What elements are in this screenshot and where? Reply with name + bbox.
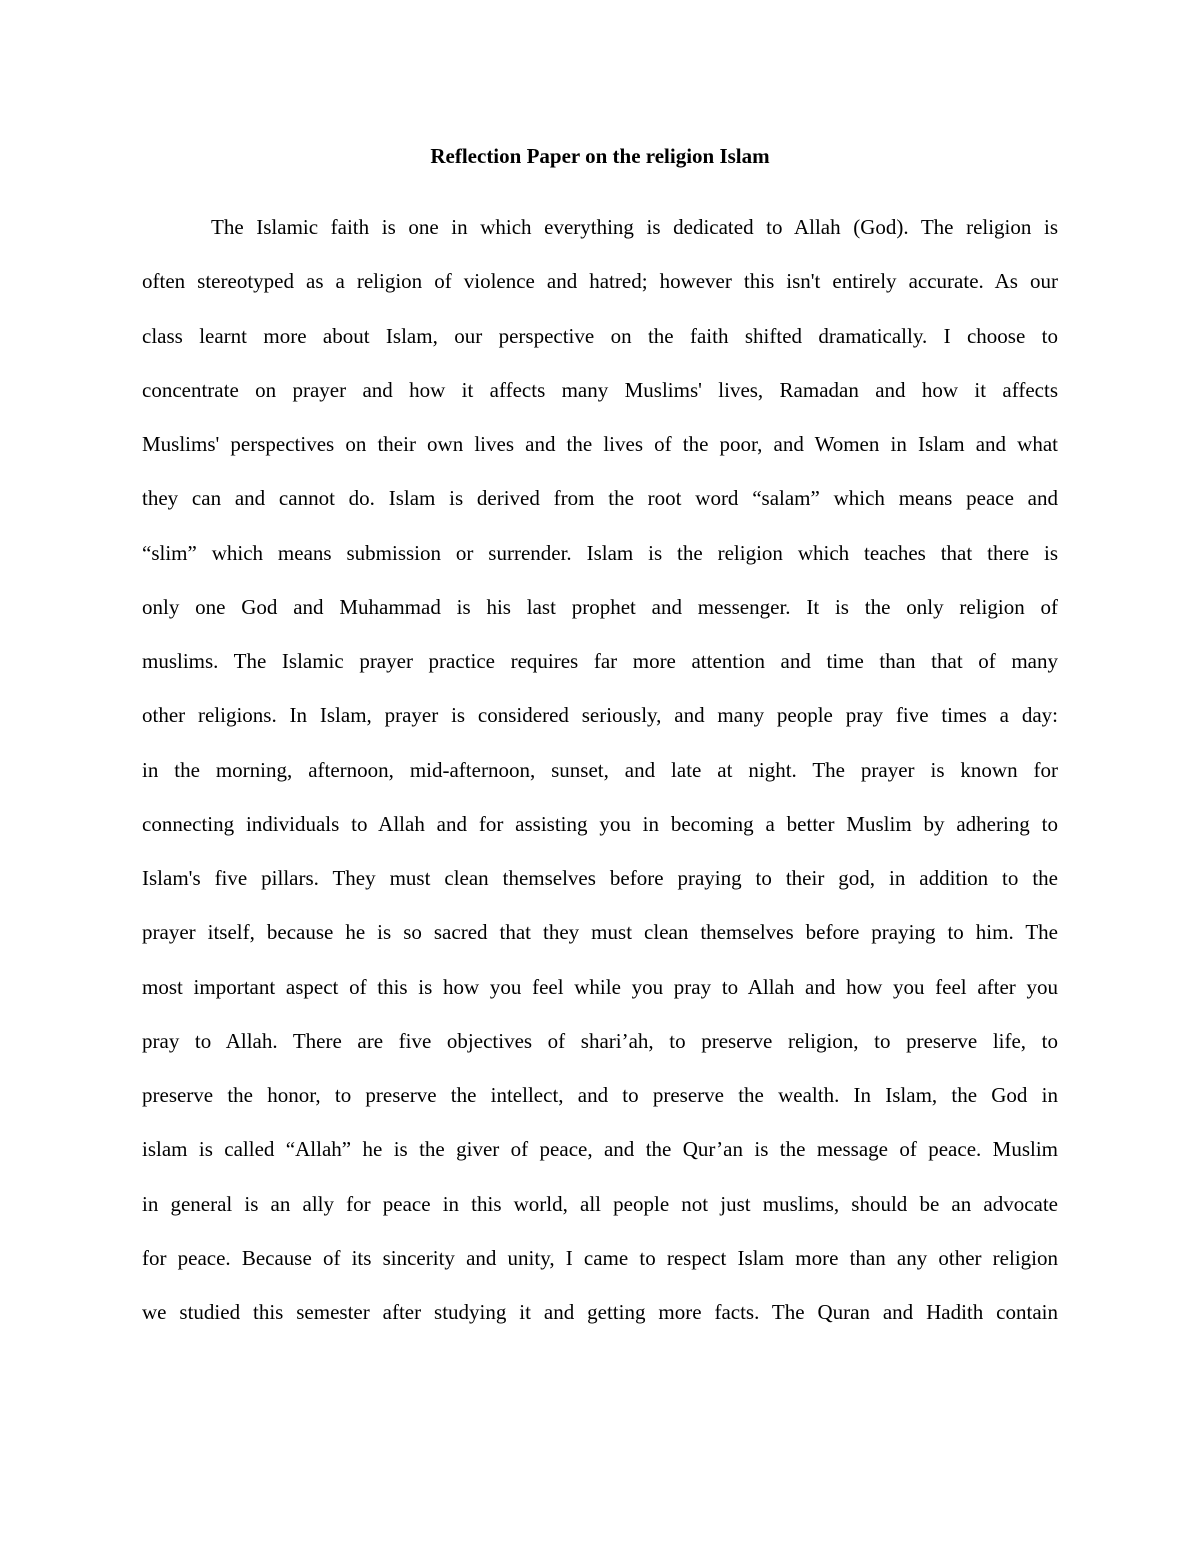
paragraph-line: prayer itself, because he is so sacred that they must clean themselves before praying to him. The (142, 920, 1058, 945)
paragraph-line: “slim” which means submission or surrender. Islam is the religion which teaches that there is (142, 540, 1058, 565)
body-paragraph (142, 212, 1058, 1351)
paragraph-line: they can and cannot do. Islam is derived from the root word “salam” which means peace and (142, 486, 1058, 511)
paragraph-line: most important aspect of this is how you feel while you pray to Allah and how you feel after you (142, 974, 1058, 999)
paragraph-line: in general is an ally for peace in this world, all people not just muslims, should be an advocate (142, 1191, 1058, 1216)
paragraph-line: we studied this semester after studying it and getting more facts. The Quran and Hadith contain (142, 1300, 1058, 1324)
paragraph-line: in the morning, afternoon, mid-afternoon, sunset, and late at night. The prayer is known for (142, 757, 1058, 782)
paragraph-line: class learnt more about Islam, our perspective on the faith shifted dramatically. I choose to (142, 323, 1058, 348)
paragraph-line: islam is called “Allah” he is the giver of peace, and the Qur’an is the message of peace. Muslim (142, 1137, 1058, 1162)
paragraph-line: connecting individuals to Allah and for assisting you in becoming a better Muslim by adhering to (142, 811, 1058, 836)
paragraph-line: preserve the honor, to preserve the intellect, and to preserve the wealth. In Islam, the God in (142, 1083, 1058, 1107)
paragraph-line: pray to Allah. There are five objectives of shari’ah, to preserve religion, to preserve life, to (142, 1028, 1058, 1053)
paragraph-line: other religions. In Islam, prayer is considered seriously, and many people pray five times a day: (142, 703, 1058, 728)
paragraph-line: often stereotyped as a religion of violence and hatred; however this isn't entirely accurate. As our (142, 269, 1058, 294)
paragraph-line: The Islamic faith is one in which everything is dedicated to Allah (God). The religion is (211, 215, 1058, 239)
paragraph-line: Muslims' perspectives on their own lives and the lives of the poor, and Women in Islam and what (142, 432, 1058, 456)
page-title: Reflection Paper on the religion Islam (430, 144, 770, 168)
paragraph-line: only one God and Muhammad is his last prophet and messenger. It is the only religion of (142, 594, 1058, 619)
paragraph-line: muslims. The Islamic prayer practice requires far more attention and time than that of many (142, 649, 1058, 673)
paragraph-line: Islam's five pillars. They must clean themselves before praying to their god, in addition to the (142, 866, 1058, 890)
paragraph-line: for peace. Because of its sincerity and unity, I came to respect Islam more than any other religion (142, 1245, 1058, 1270)
paragraph-line: concentrate on prayer and how it affects many Muslims' lives, Ramadan and how it affects (142, 377, 1058, 402)
